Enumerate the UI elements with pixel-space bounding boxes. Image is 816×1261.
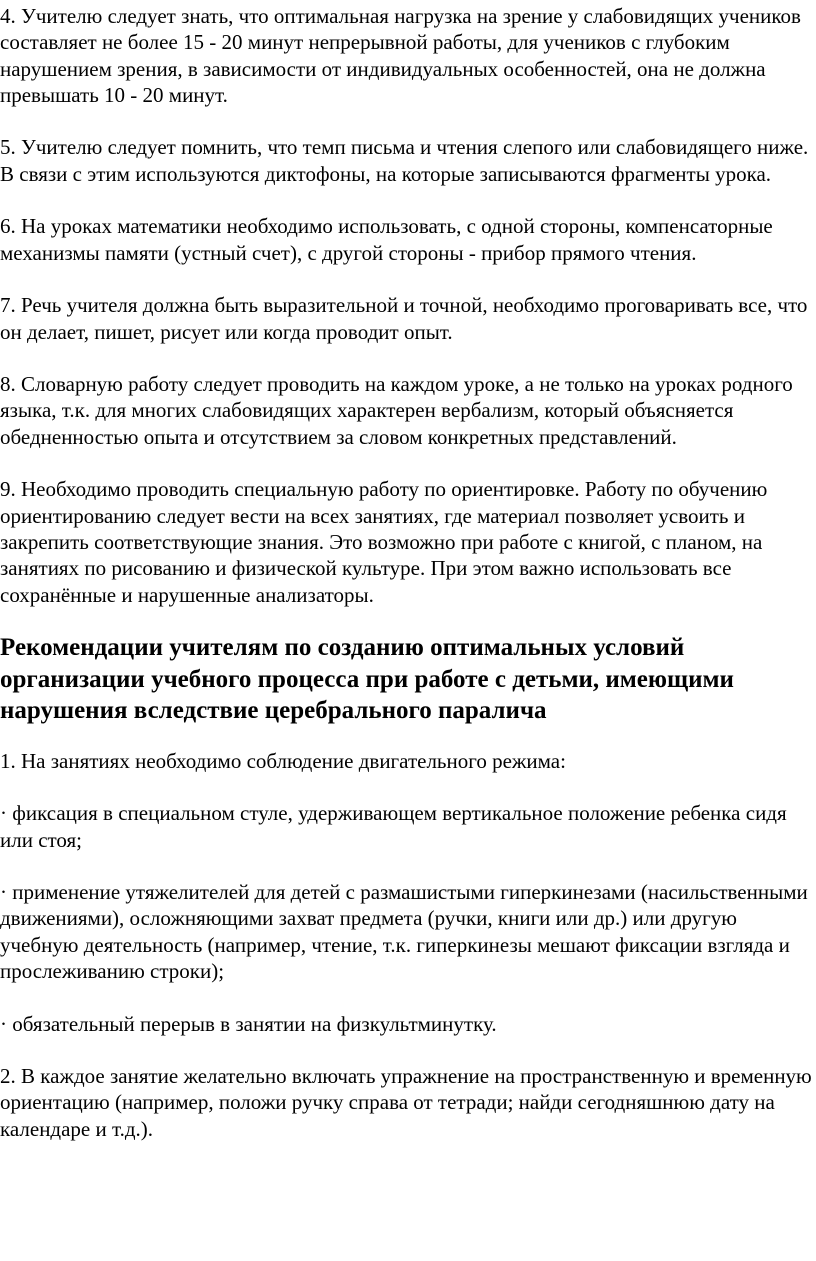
bullet-item-break: · обязательный перерыв в занятии на физкультминутку. (0, 1011, 497, 1036)
paragraph-item-6: 6. На уроках математики необходимо использовать, с одной стороны, компенсаторные механизмы памяти (устный счет), с другой стороны - прибор прямого чтения. (0, 214, 773, 265)
paragraph-item-5: 5. Учителю следует помнить, что темп письма и чтения слепого или слабовидящего ниже. В связи с этим используются диктофоны, на которые записываются фрагменты урока. (0, 135, 809, 186)
paragraph-item-7: 7. Речь учителя должна быть выразительной и точной, необходимо проговаривать все, что он делает, пишет, рисует или когда проводит опыт. (0, 293, 808, 344)
section-heading: Рекомендации учителям по созданию оптимальных условий организации учебного процесса при работе с детьми, имеющими нарушения вследствие церебрального паралича (0, 634, 734, 725)
bullet-item-weights: · применение утяжелителей для детей с размашистыми гиперкинезами (насильственными движениями), осложняющими захват предмета (ручки, книги или др.) или другую учебную деятельность (например, чтение, т.к. гиперкинезы мешают фиксации взгляда и прослеживанию строки); (0, 880, 808, 983)
bullet-item-fixation: · фиксация в специальном стуле, удерживающем вертикальное положение ребенка сидя или стоя; (0, 801, 787, 852)
paragraph-item-1: 1. На занятиях необходимо соблюдение двигательного режима: (0, 748, 566, 773)
paragraph-item-8: 8. Словарную работу следует проводить на каждом уроке, а не только на уроках родного языка, т.к. для многих слабовидящих характерен вербализм, который объясняется обедненностью опыта и отсутствием за словом конкретных представлений. (0, 372, 793, 449)
paragraph-item-4: 4. Учителю следует знать, что оптимальная нагрузка на зрение у слабовидящих учеников составляет не более 15 - 20 минут непрерывной работы, для учеников с глубоким нарушением зрения, в зависимости от индивидуальных особенностей, она не должна превышать 10 - 20 минут. (0, 4, 801, 107)
paragraph-item-2: 2. В каждое занятие желательно включать упражнение на пространственную и временную ориентацию (например, положи ручку справа от тетради; найди сегодняшнюю дату на календаре и т.д.). (0, 1064, 812, 1141)
paragraph-item-9: 9. Необходимо проводить специальную работу по ориентировке. Работу по обучению ориентированию следует вести на всех занятиях, где материал позволяет усвоить и закрепить соответствующие знания. Это возможно при работе с книгой, с планом, на занятиях по рисованию и физической культуре. При этом важно использовать все сохранённые и нарушенные анализаторы. (0, 477, 768, 607)
